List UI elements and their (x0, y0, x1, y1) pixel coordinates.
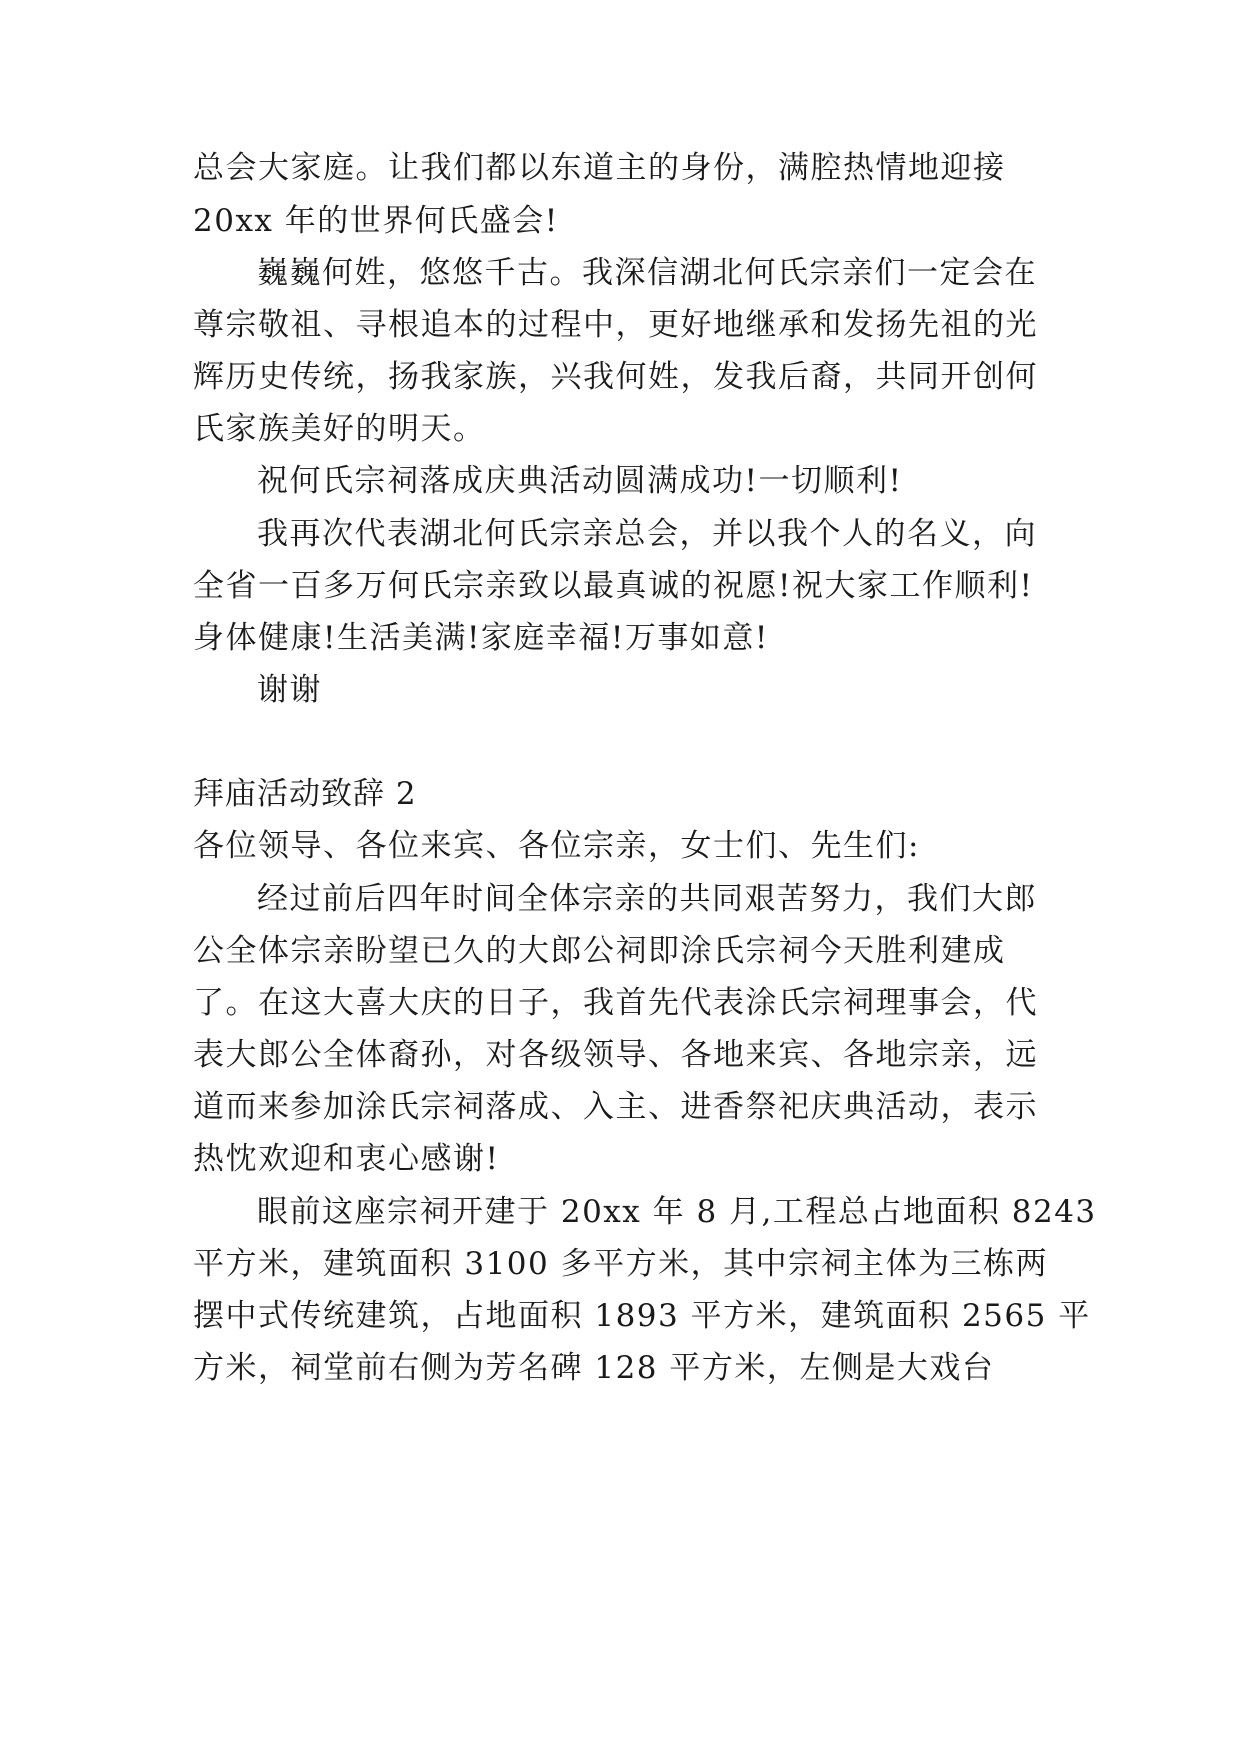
paragraph-line: 辉历史传统，扬我家族，兴我何姓，发我后裔，共同开创何 (193, 359, 1038, 395)
paragraph-line: 摆中式传统建筑，占地面积 1893 平方米，建筑面积 2565 平 (193, 1298, 1091, 1334)
paragraph-line: 眼前这座宗祠开建于 20xx 年 8 月,工程总占地面积 8243 (257, 1194, 1097, 1230)
paragraph-line: 方米，祠堂前右侧为芳名碑 128 平方米，左侧是大戏台 (193, 1350, 995, 1386)
paragraph-line: 了。在这大喜大庆的日子，我首先代表涂氏宗祠理事会，代 (193, 985, 1038, 1021)
paragraph-line: 平方米，建筑面积 3100 多平方米，其中宗祠主体为三栋两 (193, 1246, 1049, 1282)
closing-line: 谢谢 (257, 672, 322, 708)
paragraph-line: 总会大家庭。让我们都以东道主的身份，满腔热情地迎接 (193, 150, 1006, 186)
paragraph-line: 尊宗敬祖、寻根追本的过程中，更好地继承和发扬先祖的光 (193, 307, 1038, 343)
paragraph-line: 祝何氏宗祠落成庆典活动圆满成功!一切顺利! (257, 463, 903, 499)
paragraph-line: 我再次代表湖北何氏宗亲总会，并以我个人的名义，向 (257, 516, 1037, 552)
paragraph-line: 公全体宗亲盼望已久的大郎公祠即涂氏宗祠今天胜利建成 (193, 933, 1006, 969)
paragraph-line: 热忱欢迎和衷心感谢! (193, 1141, 500, 1177)
paragraph-line: 20xx 年的世界何氏盛会! (193, 203, 559, 239)
paragraph-line: 身体健康!生活美满!家庭幸福!万事如意! (193, 620, 769, 656)
paragraph-line: 巍巍何姓，悠悠千古。我深信湖北何氏宗亲们一定会在 (257, 255, 1037, 291)
section-title: 拜庙活动致辞 2 (193, 776, 417, 812)
paragraph-line: 氏家族美好的明天。 (193, 411, 486, 447)
paragraph-line: 表大郎公全体裔孙，对各级领导、各地来宾、各地宗亲，远 (193, 1037, 1038, 1073)
paragraph-line: 全省一百多万何氏宗亲致以最真诚的祝愿!祝大家工作顺利! (193, 568, 1034, 604)
greeting-line: 各位领导、各位来宾、各位宗亲，女士们、先生们: (193, 828, 920, 864)
paragraph-line: 道而来参加涂氏宗祠落成、入主、进香祭祀庆典活动，表示 (193, 1089, 1038, 1125)
paragraph-line: 经过前后四年时间全体宗亲的共同艰苦努力，我们大郎 (257, 881, 1037, 917)
